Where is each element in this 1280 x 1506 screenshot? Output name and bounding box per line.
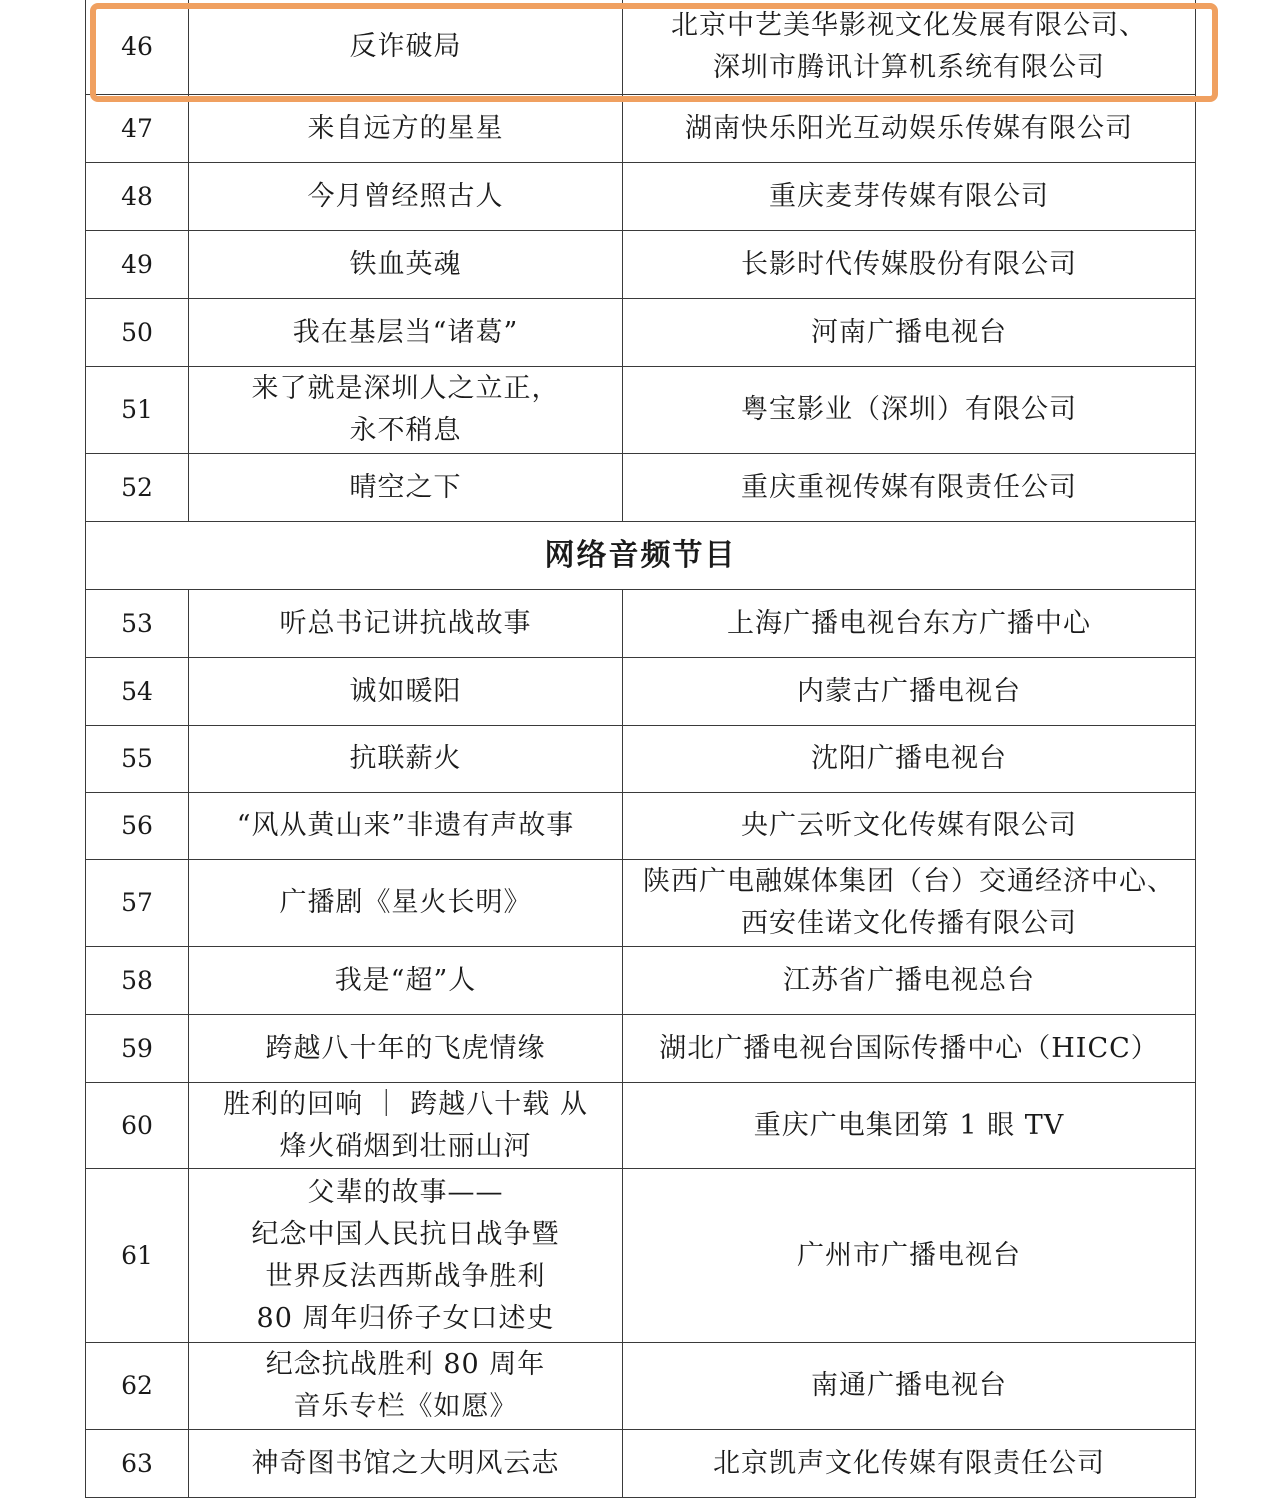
program-title-cell: [189, 231, 623, 299]
organization-cell: [623, 1430, 1196, 1498]
organization-cell: [623, 726, 1196, 793]
organization-cell: [623, 1343, 1196, 1430]
organization-cell: [623, 231, 1196, 299]
program-title-line: 广播剧《星火长明》: [279, 887, 532, 918]
program-title-cell: [189, 454, 623, 522]
organization-line: 重庆麦芽传媒有限公司: [769, 180, 1049, 212]
organization-cell: [623, 590, 1196, 658]
table-row: [86, 367, 1196, 454]
program-title-cell: [189, 1343, 623, 1430]
table-row: [86, 1343, 1196, 1430]
program-title-line: 胜利的回响 ｜ 跨越八十载 从: [223, 1088, 588, 1120]
program-title-cell: [189, 0, 623, 95]
program-title-cell: [189, 367, 623, 454]
program-title-line: 永不稍息: [349, 415, 462, 446]
organization-cell: [623, 1083, 1196, 1169]
table-row: [86, 231, 1196, 299]
row-number: 56: [86, 793, 189, 860]
program-title-line: 反诈破局: [349, 31, 462, 62]
row-number: 51: [86, 367, 189, 454]
table-row: [86, 590, 1196, 658]
row-number: 55: [86, 726, 189, 793]
table-row: [86, 947, 1196, 1015]
program-title-cell: [189, 793, 623, 860]
organization-line: 重庆广电集团第 1 眼 TV: [753, 1109, 1065, 1141]
organization-line: 上海广播电视台东方广播中心: [727, 607, 1091, 639]
row-number: 47: [86, 95, 189, 163]
program-title-line: 铁血英魂: [349, 248, 462, 280]
row-number: 57: [86, 860, 189, 947]
row-number: 50: [86, 299, 189, 367]
organization-cell: [623, 793, 1196, 860]
program-title-line: “风从黄山来”非遗有声故事: [236, 810, 575, 841]
table-row: [86, 793, 1196, 860]
organization-line: 粤宝影业（深圳）有限公司: [741, 394, 1077, 425]
program-title-cell: [189, 1015, 623, 1083]
table-row: [86, 860, 1196, 947]
program-title-line: 神奇图书馆之大明风云志: [251, 1447, 560, 1479]
program-title-line: 世界反法西斯战争胜利: [265, 1260, 546, 1292]
program-title-cell: [189, 163, 623, 231]
program-title-line: 纪念中国人民抗日战争暨: [251, 1218, 560, 1250]
row-number: 61: [86, 1169, 189, 1343]
table-row: [86, 163, 1196, 231]
program-title-line: 烽火硝烟到壮丽山河: [279, 1130, 532, 1162]
program-title-cell: [189, 947, 623, 1015]
program-title-cell: [189, 1430, 623, 1498]
organization-cell: [623, 1169, 1196, 1343]
row-number: 52: [86, 454, 189, 522]
program-title-cell: [189, 1083, 623, 1169]
program-title-line: 晴空之下: [349, 471, 462, 503]
organization-line: 南通广播电视台: [811, 1370, 1007, 1401]
organization-cell: [623, 658, 1196, 726]
program-title-line: 诚如暖阳: [349, 675, 462, 707]
table-row: [86, 299, 1196, 367]
program-title-line: 今月曾经照古人: [307, 180, 504, 212]
program-title-line: 抗联薪火: [349, 743, 462, 774]
table-row: [86, 1015, 1196, 1083]
organization-line: 西安佳诺文化传播有限公司: [741, 908, 1077, 939]
section-title: 网络音频节目: [86, 522, 1196, 590]
organization-line: 重庆重视传媒有限责任公司: [741, 471, 1077, 503]
organization-line: 内蒙古广播电视台: [797, 675, 1021, 707]
program-title-cell: [189, 299, 623, 367]
organization-line: 河南广播电视台: [811, 316, 1007, 348]
organization-cell: [623, 860, 1196, 947]
program-title-line: 我是“超”人: [334, 964, 477, 996]
program-title-line: 来自远方的星星: [307, 112, 504, 144]
table-row: [86, 1430, 1196, 1498]
organization-line: 北京中艺美华影视文化发展有限公司、: [671, 10, 1147, 41]
organization-cell: [623, 299, 1196, 367]
program-title-line: 80 周年归侨子女口述史: [256, 1302, 555, 1334]
table-body: [86, 0, 1196, 1498]
organization-cell: [623, 1015, 1196, 1083]
row-number: 62: [86, 1343, 189, 1430]
organization-line: 湖北广播电视台国际传播中心（HICC）: [659, 1032, 1159, 1064]
program-title-cell: [189, 860, 623, 947]
organization-cell: [623, 454, 1196, 522]
table-row: [86, 454, 1196, 522]
organization-cell: [623, 0, 1196, 95]
table-row: [86, 1083, 1196, 1169]
row-number: 46: [86, 0, 189, 95]
program-title-cell: [189, 95, 623, 163]
program-title-cell: [189, 590, 623, 658]
program-title-line: 听总书记讲抗战故事: [279, 607, 532, 639]
organization-line: 江苏省广播电视总台: [783, 964, 1035, 996]
organization-line: 湖南快乐阳光互动娱乐传媒有限公司: [685, 112, 1133, 144]
program-title-cell: [189, 726, 623, 793]
program-title-line: 来了就是深圳人之立正，: [251, 373, 560, 404]
program-list-table-container: [85, 0, 1195, 1498]
organization-cell: [623, 367, 1196, 454]
table-row: [86, 658, 1196, 726]
program-list-table: [85, 0, 1196, 1498]
row-number: 53: [86, 590, 189, 658]
program-title-line: 音乐专栏《如愿》: [293, 1391, 518, 1422]
row-number: 60: [86, 1083, 189, 1169]
program-title-line: 我在基层当“诸葛”: [292, 316, 519, 348]
organization-line: 广州市广播电视台: [797, 1239, 1021, 1271]
table-row: [86, 95, 1196, 163]
program-title-line: 父辈的故事——: [307, 1176, 504, 1208]
program-title-line: 纪念抗战胜利 80 周年: [265, 1349, 546, 1380]
row-number: 49: [86, 231, 189, 299]
row-number: 63: [86, 1430, 189, 1498]
organization-line: 长影时代传媒股份有限公司: [741, 248, 1077, 280]
organization-line: 沈阳广播电视台: [811, 743, 1007, 774]
row-number: 59: [86, 1015, 189, 1083]
row-number: 48: [86, 163, 189, 231]
organization-line: 央广云听文化传媒有限公司: [741, 810, 1077, 841]
program-title-cell: [189, 658, 623, 726]
table-row: [86, 0, 1196, 95]
organization-cell: [623, 163, 1196, 231]
organization-line: 北京凯声文化传媒有限责任公司: [713, 1447, 1105, 1479]
organization-line: 陕西广电融媒体集团（台）交通经济中心、: [643, 866, 1175, 897]
section-header-row: [86, 522, 1196, 590]
program-title-line: 跨越八十年的飞虎情缘: [265, 1032, 546, 1064]
row-number: 54: [86, 658, 189, 726]
program-title-cell: [189, 1169, 623, 1343]
organization-cell: [623, 947, 1196, 1015]
table-row: [86, 726, 1196, 793]
row-number: 58: [86, 947, 189, 1015]
organization-cell: [623, 95, 1196, 163]
table-row: [86, 1169, 1196, 1343]
organization-line: 深圳市腾讯计算机系统有限公司: [713, 52, 1105, 83]
